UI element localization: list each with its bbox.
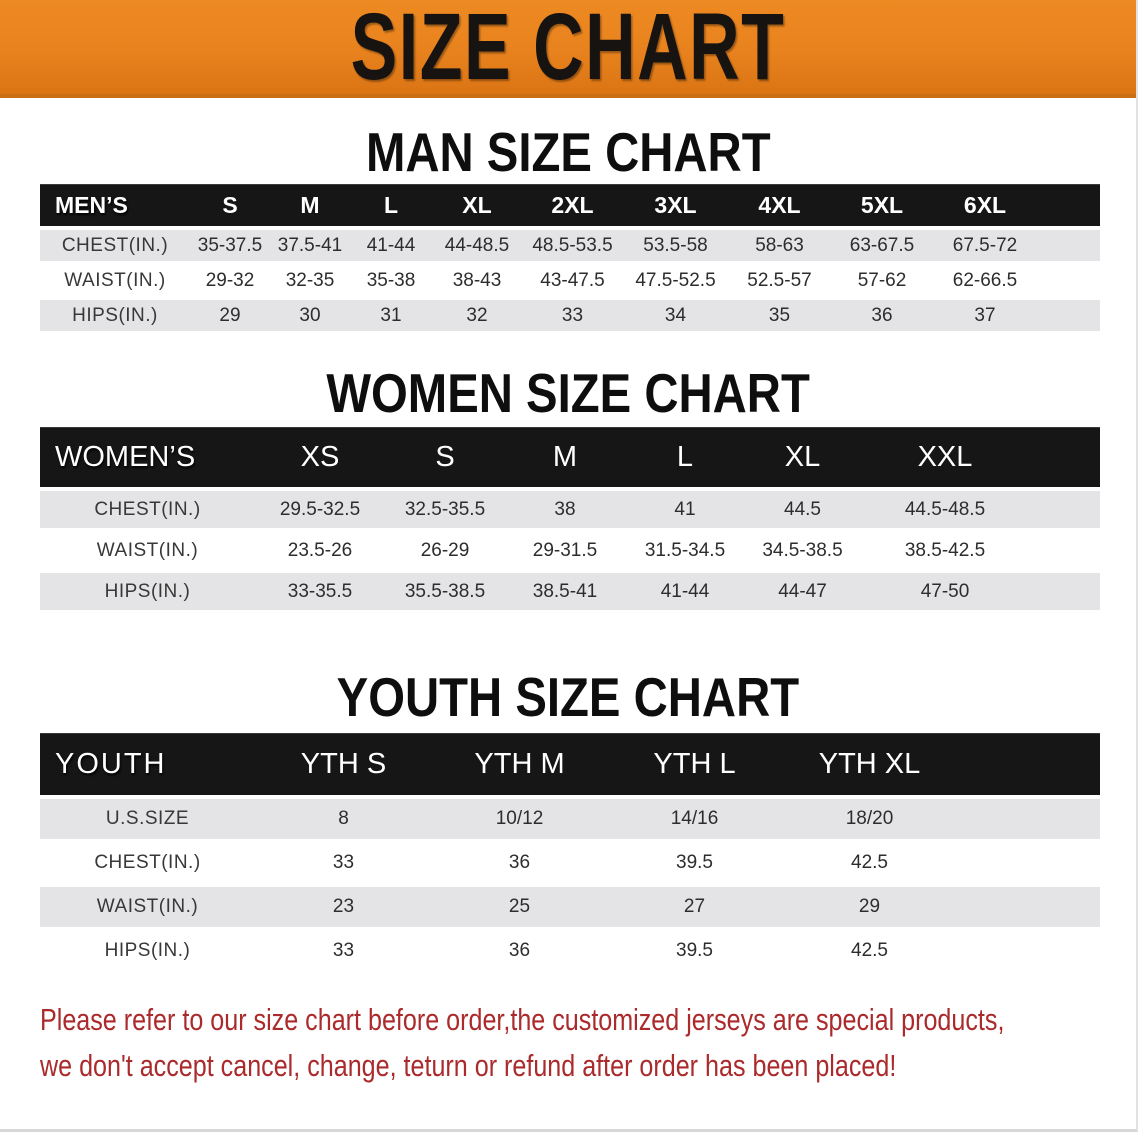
measurement-cell: 57-62 bbox=[831, 265, 933, 296]
measurement-cell: 35-38 bbox=[350, 265, 432, 296]
row-label-cell: U.S.SIZE bbox=[40, 799, 255, 839]
measurement-cell: 38.5-42.5 bbox=[860, 532, 1030, 569]
size-col-header: XS bbox=[255, 427, 385, 487]
measurement-cell: 52.5-57 bbox=[728, 265, 831, 296]
spacer-cell bbox=[957, 931, 1100, 971]
table-row bbox=[40, 799, 1100, 839]
measurement-cell: 37.5-41 bbox=[270, 230, 350, 261]
disclaimer-note bbox=[40, 997, 1136, 1089]
youth-size-table bbox=[40, 729, 1100, 975]
mens-corner-label: MEN’S bbox=[40, 184, 190, 226]
measurement-cell: 33-35.5 bbox=[255, 573, 385, 610]
size-col-header: L bbox=[350, 184, 432, 226]
spacer-cell bbox=[1030, 427, 1100, 487]
measurement-cell: 25 bbox=[432, 887, 607, 927]
row-label-cell: HIPS(IN.) bbox=[40, 300, 190, 331]
measurement-cell: 26-29 bbox=[385, 532, 505, 569]
measurement-cell: 41 bbox=[625, 491, 745, 528]
youth-corner-label: YOUTH bbox=[40, 733, 255, 795]
youth-size-chart-title: YOUTH SIZE CHART bbox=[336, 666, 800, 728]
measurement-cell: 23 bbox=[255, 887, 432, 927]
size-col-header: L bbox=[625, 427, 745, 487]
measurement-cell: 36 bbox=[831, 300, 933, 331]
spacer-cell bbox=[957, 887, 1100, 927]
disclaimer-line-1: Please refer to our size chart before order,the customized jerseys are special products, bbox=[40, 1002, 1005, 1037]
womens-header-row bbox=[40, 427, 1100, 487]
measurement-cell: 31 bbox=[350, 300, 432, 331]
measurement-cell: 27 bbox=[607, 887, 782, 927]
measurement-cell: 34 bbox=[623, 300, 728, 331]
size-col-header: M bbox=[505, 427, 625, 487]
measurement-cell: 39.5 bbox=[607, 931, 782, 971]
measurement-cell: 34.5-38.5 bbox=[745, 532, 860, 569]
measurement-cell: 29 bbox=[782, 887, 957, 927]
measurement-cell: 30 bbox=[270, 300, 350, 331]
measurement-cell: 63-67.5 bbox=[831, 230, 933, 261]
spacer-cell bbox=[1030, 491, 1100, 528]
row-label-cell: WAIST(IN.) bbox=[40, 887, 255, 927]
measurement-cell: 29-32 bbox=[190, 265, 270, 296]
youth-header-row bbox=[40, 733, 1100, 795]
size-col-header: XL bbox=[432, 184, 522, 226]
measurement-cell: 47-50 bbox=[860, 573, 1030, 610]
size-col-header: 2XL bbox=[522, 184, 623, 226]
measurement-cell: 67.5-72 bbox=[933, 230, 1037, 261]
mens-size-table bbox=[40, 180, 1100, 335]
size-chart-banner bbox=[0, 0, 1136, 98]
spacer-cell bbox=[1037, 300, 1100, 331]
measurement-cell: 38.5-41 bbox=[505, 573, 625, 610]
man-size-chart-title: MAN SIZE CHART bbox=[365, 121, 771, 183]
measurement-cell: 35-37.5 bbox=[190, 230, 270, 261]
measurement-cell: 35 bbox=[728, 300, 831, 331]
spacer-cell bbox=[1037, 265, 1100, 296]
measurement-cell: 29 bbox=[190, 300, 270, 331]
measurement-cell: 33 bbox=[522, 300, 623, 331]
measurement-cell: 48.5-53.5 bbox=[522, 230, 623, 261]
table-row bbox=[40, 573, 1100, 610]
row-label-cell: HIPS(IN.) bbox=[40, 573, 255, 610]
womens-size-table bbox=[40, 423, 1100, 614]
spacer-cell bbox=[1037, 184, 1100, 226]
measurement-cell: 43-47.5 bbox=[522, 265, 623, 296]
size-col-header: YTH L bbox=[607, 733, 782, 795]
table-row bbox=[40, 931, 1100, 971]
womens-corner-label: WOMEN’S bbox=[40, 427, 255, 487]
measurement-cell: 8 bbox=[255, 799, 432, 839]
table-row bbox=[40, 491, 1100, 528]
measurement-cell: 32 bbox=[432, 300, 522, 331]
size-col-header: 5XL bbox=[831, 184, 933, 226]
measurement-cell: 41-44 bbox=[350, 230, 432, 261]
measurement-cell: 31.5-34.5 bbox=[625, 532, 745, 569]
measurement-cell: 58-63 bbox=[728, 230, 831, 261]
measurement-cell: 35.5-38.5 bbox=[385, 573, 505, 610]
measurement-cell: 36 bbox=[432, 931, 607, 971]
measurement-cell: 42.5 bbox=[782, 843, 957, 883]
size-col-header: 6XL bbox=[933, 184, 1037, 226]
size-col-header: XL bbox=[745, 427, 860, 487]
size-col-header: 3XL bbox=[623, 184, 728, 226]
measurement-cell: 10/12 bbox=[432, 799, 607, 839]
measurement-cell: 53.5-58 bbox=[623, 230, 728, 261]
measurement-cell: 42.5 bbox=[782, 931, 957, 971]
measurement-cell: 37 bbox=[933, 300, 1037, 331]
row-label-cell: HIPS(IN.) bbox=[40, 931, 255, 971]
measurement-cell: 32-35 bbox=[270, 265, 350, 296]
size-col-header: S bbox=[190, 184, 270, 226]
size-col-header: M bbox=[270, 184, 350, 226]
spacer-cell bbox=[957, 843, 1100, 883]
size-col-header: XXL bbox=[860, 427, 1030, 487]
row-label-cell: CHEST(IN.) bbox=[40, 491, 255, 528]
mens-header-row bbox=[40, 184, 1100, 226]
size-col-header: 4XL bbox=[728, 184, 831, 226]
measurement-cell: 44-48.5 bbox=[432, 230, 522, 261]
measurement-cell: 33 bbox=[255, 931, 432, 971]
measurement-cell: 32.5-35.5 bbox=[385, 491, 505, 528]
table-row bbox=[40, 230, 1100, 261]
measurement-cell: 47.5-52.5 bbox=[623, 265, 728, 296]
table-row bbox=[40, 265, 1100, 296]
table-row bbox=[40, 532, 1100, 569]
measurement-cell: 44.5 bbox=[745, 491, 860, 528]
measurement-cell: 38-43 bbox=[432, 265, 522, 296]
measurement-cell: 33 bbox=[255, 843, 432, 883]
table-row bbox=[40, 300, 1100, 331]
measurement-cell: 44.5-48.5 bbox=[860, 491, 1030, 528]
table-row bbox=[40, 843, 1100, 883]
measurement-cell: 62-66.5 bbox=[933, 265, 1037, 296]
row-label-cell: WAIST(IN.) bbox=[40, 532, 255, 569]
disclaimer-line-2: we don't accept cancel, change, teturn or refund after order has been placed! bbox=[40, 1048, 897, 1083]
women-size-chart-title: WOMEN SIZE CHART bbox=[326, 362, 810, 424]
banner-title: SIZE CHART bbox=[350, 0, 786, 100]
spacer-cell bbox=[957, 799, 1100, 839]
size-col-header: YTH M bbox=[432, 733, 607, 795]
measurement-cell: 29-31.5 bbox=[505, 532, 625, 569]
measurement-cell: 14/16 bbox=[607, 799, 782, 839]
table-row bbox=[40, 887, 1100, 927]
measurement-cell: 38 bbox=[505, 491, 625, 528]
measurement-cell: 36 bbox=[432, 843, 607, 883]
row-label-cell: WAIST(IN.) bbox=[40, 265, 190, 296]
measurement-cell: 18/20 bbox=[782, 799, 957, 839]
row-label-cell: CHEST(IN.) bbox=[40, 230, 190, 261]
spacer-cell bbox=[1030, 573, 1100, 610]
measurement-cell: 29.5-32.5 bbox=[255, 491, 385, 528]
spacer-cell bbox=[1037, 230, 1100, 261]
spacer-cell bbox=[1030, 532, 1100, 569]
measurement-cell: 41-44 bbox=[625, 573, 745, 610]
measurement-cell: 44-47 bbox=[745, 573, 860, 610]
size-col-header: YTH S bbox=[255, 733, 432, 795]
size-col-header: S bbox=[385, 427, 505, 487]
spacer-cell bbox=[957, 733, 1100, 795]
size-col-header: YTH XL bbox=[782, 733, 957, 795]
measurement-cell: 39.5 bbox=[607, 843, 782, 883]
row-label-cell: CHEST(IN.) bbox=[40, 843, 255, 883]
measurement-cell: 23.5-26 bbox=[255, 532, 385, 569]
